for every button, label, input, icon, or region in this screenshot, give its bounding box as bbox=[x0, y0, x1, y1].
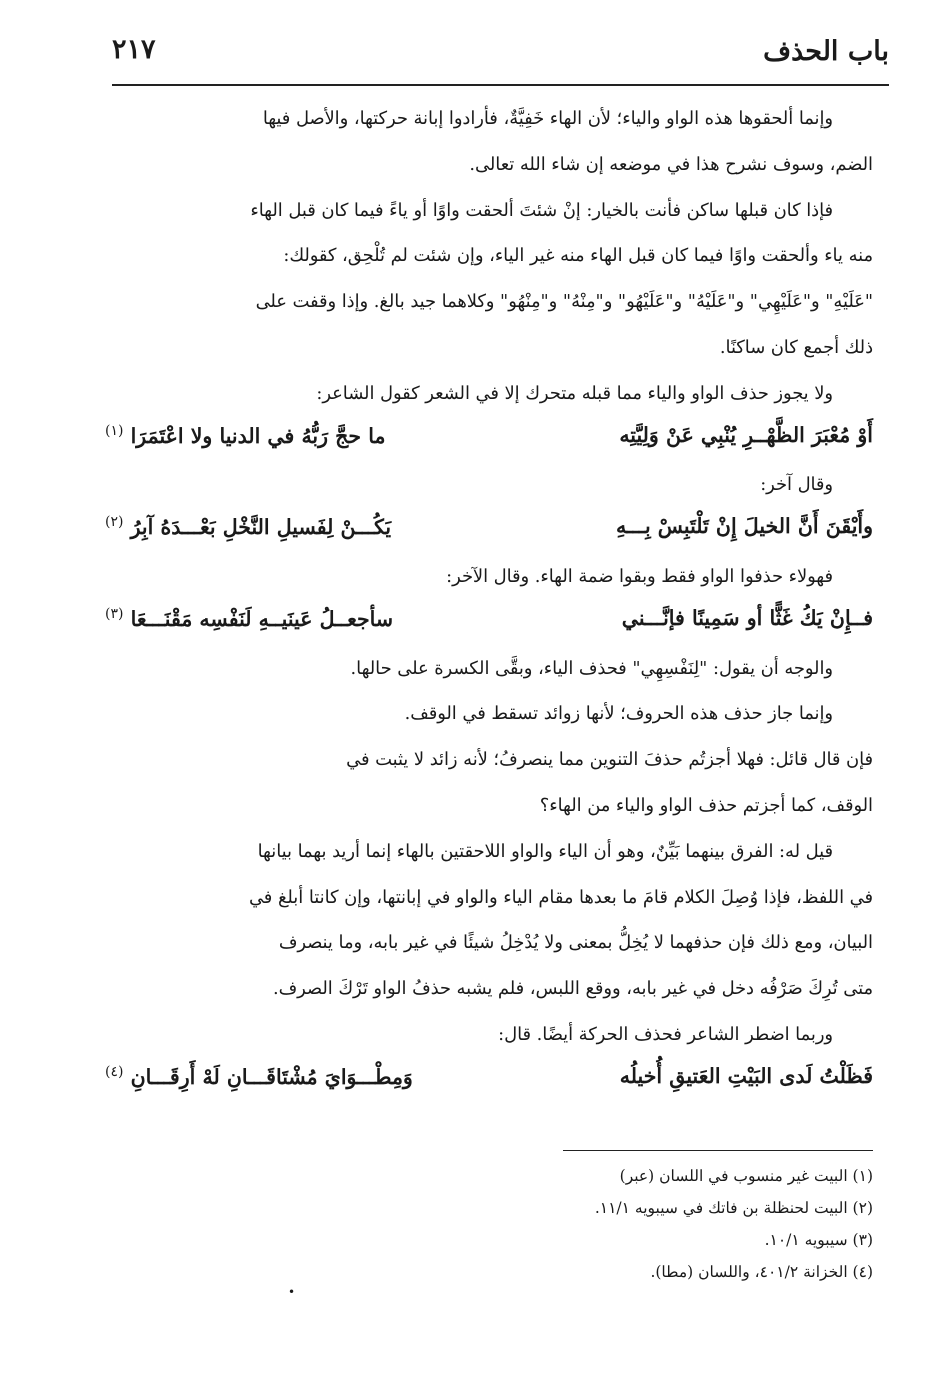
text-line: متى تُرِكَ صَرْفُه دخل في غير بابه، ووقع اللبس، فلم يشبه حذفُ الواو تَرْكَ الصرف. bbox=[273, 978, 873, 1000]
text-line: الضم، وسوف نشرح هذا في موضعه إن شاء الله تعالى. bbox=[469, 153, 873, 175]
text-line: الوقف، كما أجزتم حذف الواو والياء من الهاء؟ bbox=[539, 794, 873, 816]
footnote-marker: (٣) bbox=[105, 605, 124, 622]
poetry-verse-4 bbox=[105, 1058, 873, 1104]
text-line: فهولاء حذفوا الواو فقط وبقوا ضمة الهاء. وقال الآخر: bbox=[446, 565, 833, 587]
verse-first-hemistich: فــإِنْ يَكُ غَثًّا أو سَمِينًا فإنَّـــني bbox=[621, 605, 873, 630]
verse-first-hemistich: أَوْ مُعْبَرَ الظَّهْــرِ يُنْبِي عَنْ وَلِيَّتِه bbox=[619, 422, 873, 447]
running-title: باب الحذف bbox=[763, 36, 889, 67]
verse-first-hemistich: وأَيْقَنَ أَنَّ الخيلَ إِنْ تَلْتَبِسْ بِـــهِ bbox=[615, 514, 873, 539]
footnote: (٢) البيت لحنظلة بن فاتك في سيبويه ١١/١. bbox=[594, 1199, 873, 1217]
footnote: (١) البيت غير منسوب في اللسان (عبر) bbox=[619, 1167, 873, 1185]
verse-text: سأجعــلُ عَينَيــهِ لَنَفْسِه مَقْنَـــعَا bbox=[130, 606, 394, 631]
poetry-verse-2 bbox=[105, 508, 873, 554]
text-line: ذلك أجمع كان ساكنًا. bbox=[719, 336, 873, 358]
page-header bbox=[112, 32, 889, 76]
verse-second-hemistich bbox=[105, 606, 393, 631]
text-line: البيان، ومع ذلك فإن حذفهما لا يُخِلُّ بمعنى ولا يُدْخِلُ شيئًا في غير بابه، وما ينصرف bbox=[278, 932, 873, 954]
verse-text: ما حجَّ رَبُّهُ في الدنيا ولا اعْتَمَرَا bbox=[130, 423, 386, 448]
page-number: ٢١٧ bbox=[112, 34, 156, 65]
text-line: وإنما جاز حذف هذه الحروف؛ لأنها زوائد تسقط في الوقف. bbox=[404, 703, 833, 725]
footnote-marker: (١) bbox=[105, 422, 124, 439]
poetry-verse-3 bbox=[105, 600, 873, 646]
verse-second-hemistich bbox=[105, 423, 385, 448]
text-line: ولا يجوز حذف الواو والياء مما قبله متحرك إلا في الشعر كقول الشاعر: bbox=[316, 382, 833, 404]
text-line: والوجه أن يقول: "لِنَفْسِهِي" فحذف الياء، وبقَّى الكسرة على حالها. bbox=[350, 657, 833, 679]
footnote-marker: (٢) bbox=[105, 514, 124, 531]
footnote-rule bbox=[563, 1150, 873, 1151]
text-line: فإذا كان قبلها ساكن فأنت بالخيار: إنْ شئتَ ألحقت واوًا أو ياءً فيما كان قبل الهاء bbox=[250, 199, 833, 221]
text-line: قيل له: الفرق بينهما بَيِّنٌ، وهو أن الياء والواو اللاحقتين بالهاء إنما أريد بهما بيانها bbox=[257, 840, 833, 862]
text-line: وربما اضطر الشاعر فحذف الحركة أيضًا. قال: bbox=[498, 1023, 833, 1045]
verse-second-hemistich bbox=[105, 514, 391, 539]
main-text bbox=[105, 96, 873, 1104]
text-line: منه ياء وألحقت واوًا فيما كان قبل الهاء منه غير الياء، وإن شئت لم تُلْحِق، كقولك: bbox=[283, 245, 873, 267]
verse-second-hemistich bbox=[105, 1064, 413, 1089]
print-speck: • bbox=[288, 1285, 296, 1299]
text-line: "عَلَيْهِ" و"عَلَيْهِي" و"عَلَيْهُ" و"عَلَيْهُو" و"مِنْهُ" و"مِنْهُو" وكلاهما جيد بالغ. وإذا وقفت على bbox=[255, 291, 873, 313]
text-line: وإنما ألحقوها هذه الواو والياء؛ لأن الهاء خَفِيَّةٌ، فأرادوا إبانة حركتها، والأصل فيها bbox=[262, 108, 833, 129]
header-rule bbox=[112, 84, 889, 86]
verse-first-hemistich: فَظَلْتُ لَدى البَيْتِ العَتيقِ أُخيلُه bbox=[619, 1063, 873, 1088]
footnote: (٤) الخزانة ٤٠١/٢، واللسان (مطا). bbox=[650, 1263, 873, 1281]
footnotes bbox=[173, 1160, 873, 1288]
text-line: فإن قال قائل: فهلا أجزتُم حذفَ التنوين مما ينصرفُ؛ لأنه زائد لا يثبت في bbox=[346, 749, 873, 771]
poetry-verse-1 bbox=[105, 417, 873, 463]
text-line: وقال آخر: bbox=[760, 474, 833, 496]
footnote: (٣) سيبويه ١٠/١. bbox=[764, 1231, 873, 1249]
text-line: في اللفظ، فإذا وُصِلَ الكلام قامَ ما بعدها مقام الياء والواو في إبانتها، وإن كانتا أبلغ في bbox=[248, 886, 873, 908]
verse-text: وَمِطْـــوَايَ مُشْتَاقَـــانِ لَهْ أَرِقَـــانِ bbox=[130, 1064, 413, 1089]
footnote-marker: (٤) bbox=[105, 1063, 124, 1080]
verse-text: يَكُـــنْ لِفَسيلِ النَّخْلِ بَعْـــدَهُ آبِرُ bbox=[130, 515, 392, 539]
